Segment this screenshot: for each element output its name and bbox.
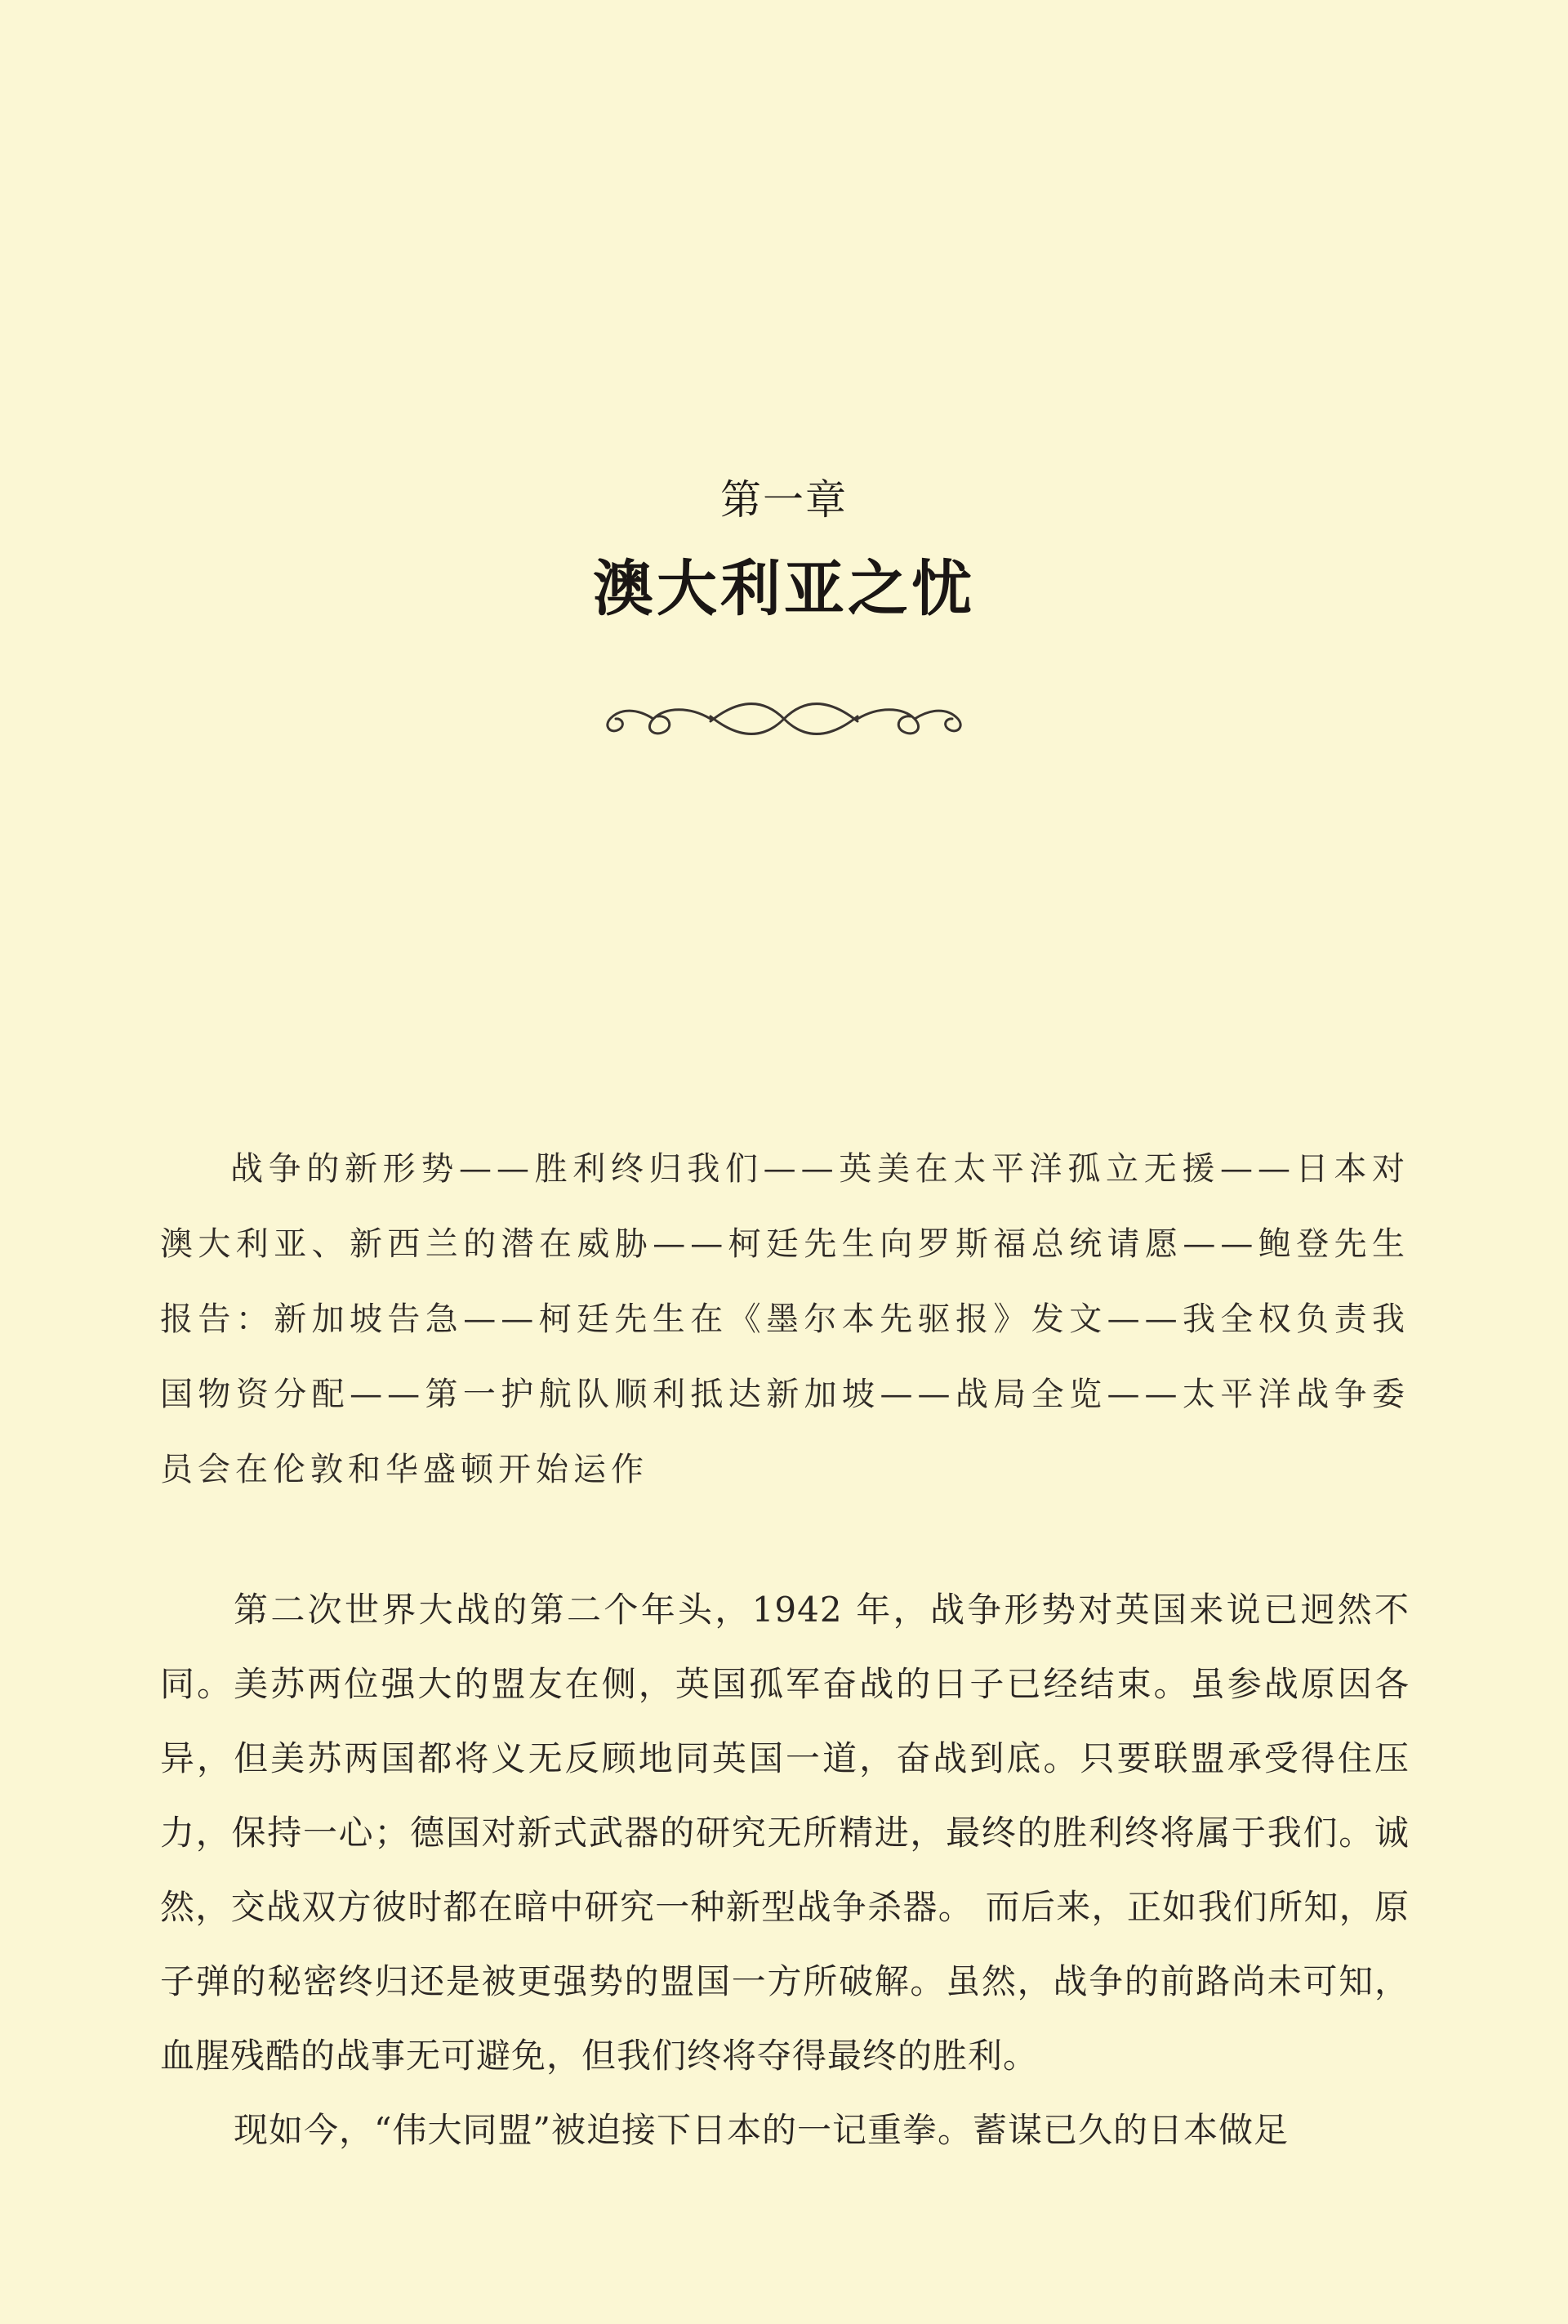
chapter-body [160,1572,1410,2167]
flourish-ornament-icon [588,690,980,747]
chapter-title: 澳大利亚之忧 [593,554,975,624]
chapter-number: 第一章 [720,476,848,524]
chapter-summary: 战争的新形势——胜利终归我们——英美在太平洋孤立无援——日本对澳大利亚、新西兰的潜在威胁——柯廷先生向罗斯福总统请愿——鲍登先生报告：新加坡告急——柯廷先生在《墨尔本先驱报》发文——我全权负责我国物资分配——第一护航队顺利抵达新加坡——战局全览——太平洋战争委员会在伦敦和华盛顿开始运作 [160,1150,1410,1488]
body-paragraph: 第二次世界大战的第二个年头，1942 年，战争形势对英国来说已迥然不同。美苏两位强大的盟友在侧，英国孤军奋战的日子已经结束。虽参战原因各异，但美苏两国都将义无反顾地同英国一道，奋战到底。只要联盟承受得住压力，保持一心；德国对新式武器的研究无所精进，最终的胜利终将属于我们。诚然，交战双方彼时都在暗中研究一种新型战争杀器。 而后来，正如我们所知，原子弹的秘密终归还是被更强势的盟国一方所破解。虽然，战争的前路尚未可知，血腥残酷的战事无可避免，但我们终将夺得最终的胜利。 [160,1590,1410,2076]
body-paragraph: 现如今，“伟大同盟”被迫接下日本的一记重拳。蓄谋已久的日本做足 [234,2110,1289,2150]
